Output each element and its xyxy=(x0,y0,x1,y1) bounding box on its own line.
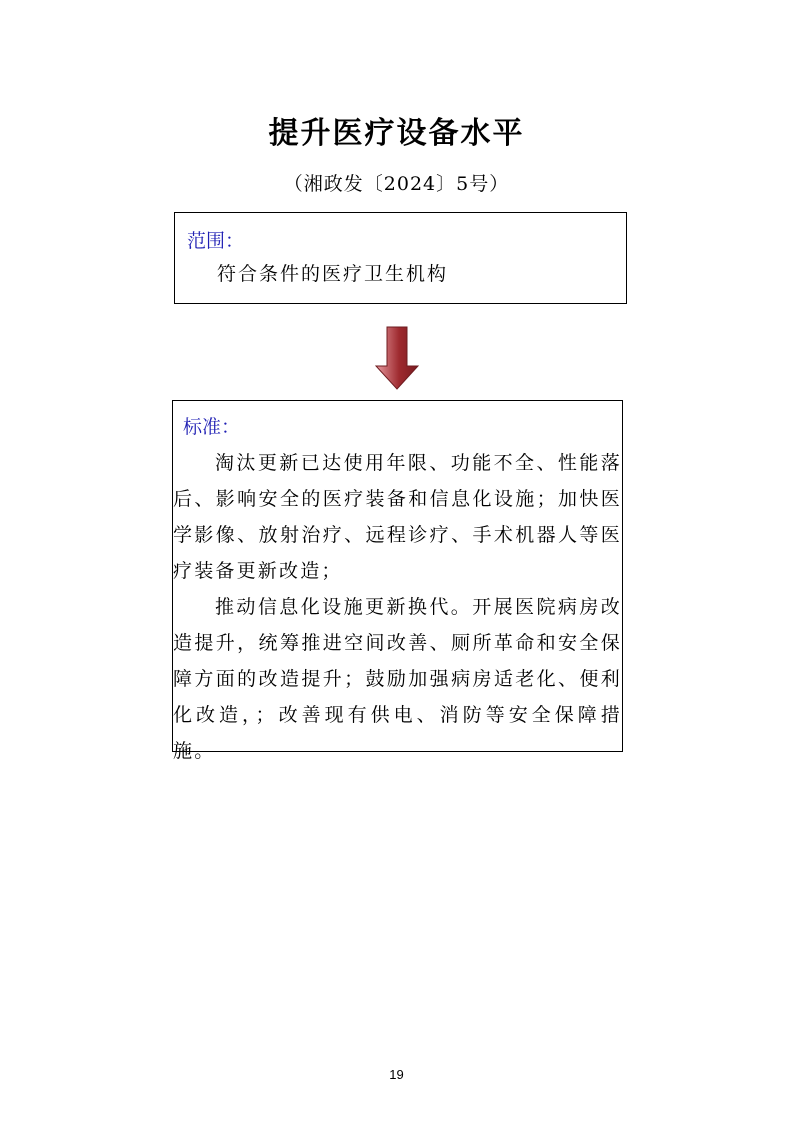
scope-text: 符合条件的医疗卫生机构 xyxy=(217,263,449,285)
page-number: 19 xyxy=(389,1067,404,1082)
scope-heading: 范围： xyxy=(187,230,245,252)
standard-heading: 标准： xyxy=(183,416,241,438)
standard-paragraph: 推动信息化设施更新换代。开展医院病房改造提升，统筹推进空间改善、厕所革命和安全保障方面的改造提升；鼓励加强病房适老化、便利化改造，；改善现有供电、消防等安全保障措施。 xyxy=(173,596,622,762)
scope-box xyxy=(174,212,627,304)
standard-box xyxy=(172,400,623,762)
arrow-down-icon xyxy=(375,326,419,390)
standard-body xyxy=(173,445,622,769)
document-number: （湘政发〔2024〕5号） xyxy=(283,173,510,195)
standard-paragraph: 淘汰更新已达使用年限、功能不全、性能落后、影响安全的医疗装备和信息化设施；加快医学影像、放射治疗、远程诊疗、手术机器人等医疗装备更新改造； xyxy=(173,452,622,582)
page-title: 提升医疗设备水平 xyxy=(268,116,525,151)
